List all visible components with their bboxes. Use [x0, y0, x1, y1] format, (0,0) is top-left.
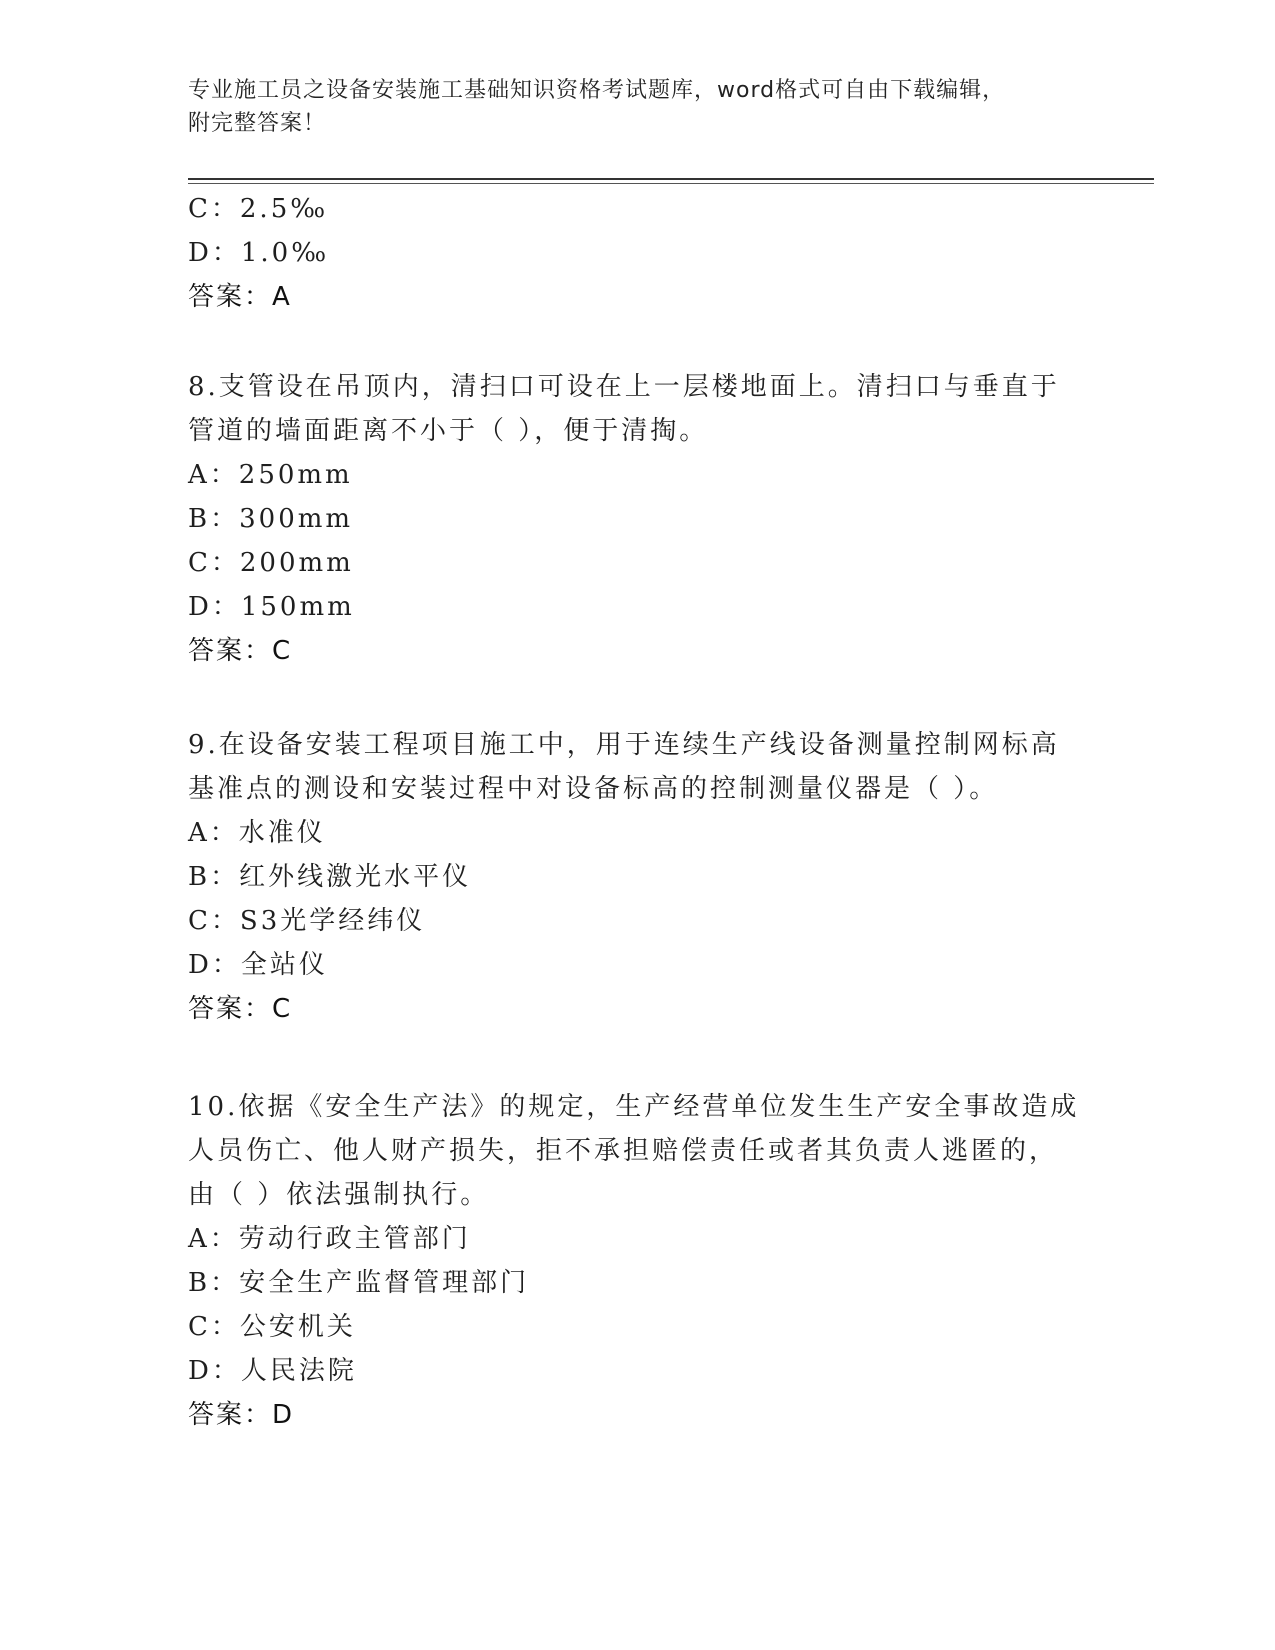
q9-option-c: C：S3光学经纬仪: [188, 906, 426, 936]
q9-option-a: A：水准仪: [188, 818, 326, 848]
document-header: [188, 74, 1068, 140]
q10-stem-line-1: 10.依据《安全生产法》的规定，生产经营单位发生生产安全事故造成: [188, 1092, 1080, 1122]
q8-answer: 答案：C: [188, 636, 293, 666]
q8-option-d: D：150mm: [188, 592, 355, 622]
q8-stem-line-2: 管道的墙面距离不小于（ ），便于清掏。: [188, 416, 709, 446]
q8-option-b: B：300mm: [188, 504, 354, 534]
q8-stem-line-1: 8.支管设在吊顶内，清扫口可设在上一层楼地面上。清扫口与垂直于: [188, 372, 1060, 402]
q8-option-a: A：250mm: [188, 460, 353, 490]
q10-option-d: D：人民法院: [188, 1356, 357, 1386]
q10-stem-line-2: 人员伤亡、他人财产损失，拒不承担赔偿责任或者其负责人逃匿的，: [188, 1136, 1059, 1166]
q10-option-a: A：劳动行政主管部门: [188, 1224, 471, 1254]
prev-option-c: C：2.5‰: [188, 194, 329, 224]
header-divider-thin: [188, 183, 1154, 184]
prev-answer: 答案：A: [188, 282, 292, 312]
q9-stem-line-1: 9.在设备安装工程项目施工中，用于连续生产线设备测量控制网标高: [188, 730, 1060, 760]
q8-option-c: C：200mm: [188, 548, 354, 578]
q9-stem-line-2: 基准点的测设和安装过程中对设备标高的控制测量仪器是（ ）。: [188, 774, 999, 804]
q9-option-d: D：全站仪: [188, 950, 328, 980]
q10-answer: 答案：D: [188, 1400, 295, 1430]
q10-stem-line-3: 由（ ）依法强制执行。: [188, 1180, 490, 1210]
q9-answer: 答案：C: [188, 994, 293, 1024]
header-divider-thick: [188, 178, 1154, 180]
q10-option-c: C：公安机关: [188, 1312, 356, 1342]
q9-option-b: B：红外线激光水平仪: [188, 862, 472, 892]
q10-option-b: B：安全生产监督管理部门: [188, 1268, 530, 1298]
header-line-1: 专业施工员之设备安装施工基础知识资格考试题库，word格式可自由下载编辑，: [188, 78, 1006, 103]
header-line-2: 附完整答案！: [188, 111, 327, 136]
prev-option-d: D：1.0‰: [188, 238, 330, 268]
